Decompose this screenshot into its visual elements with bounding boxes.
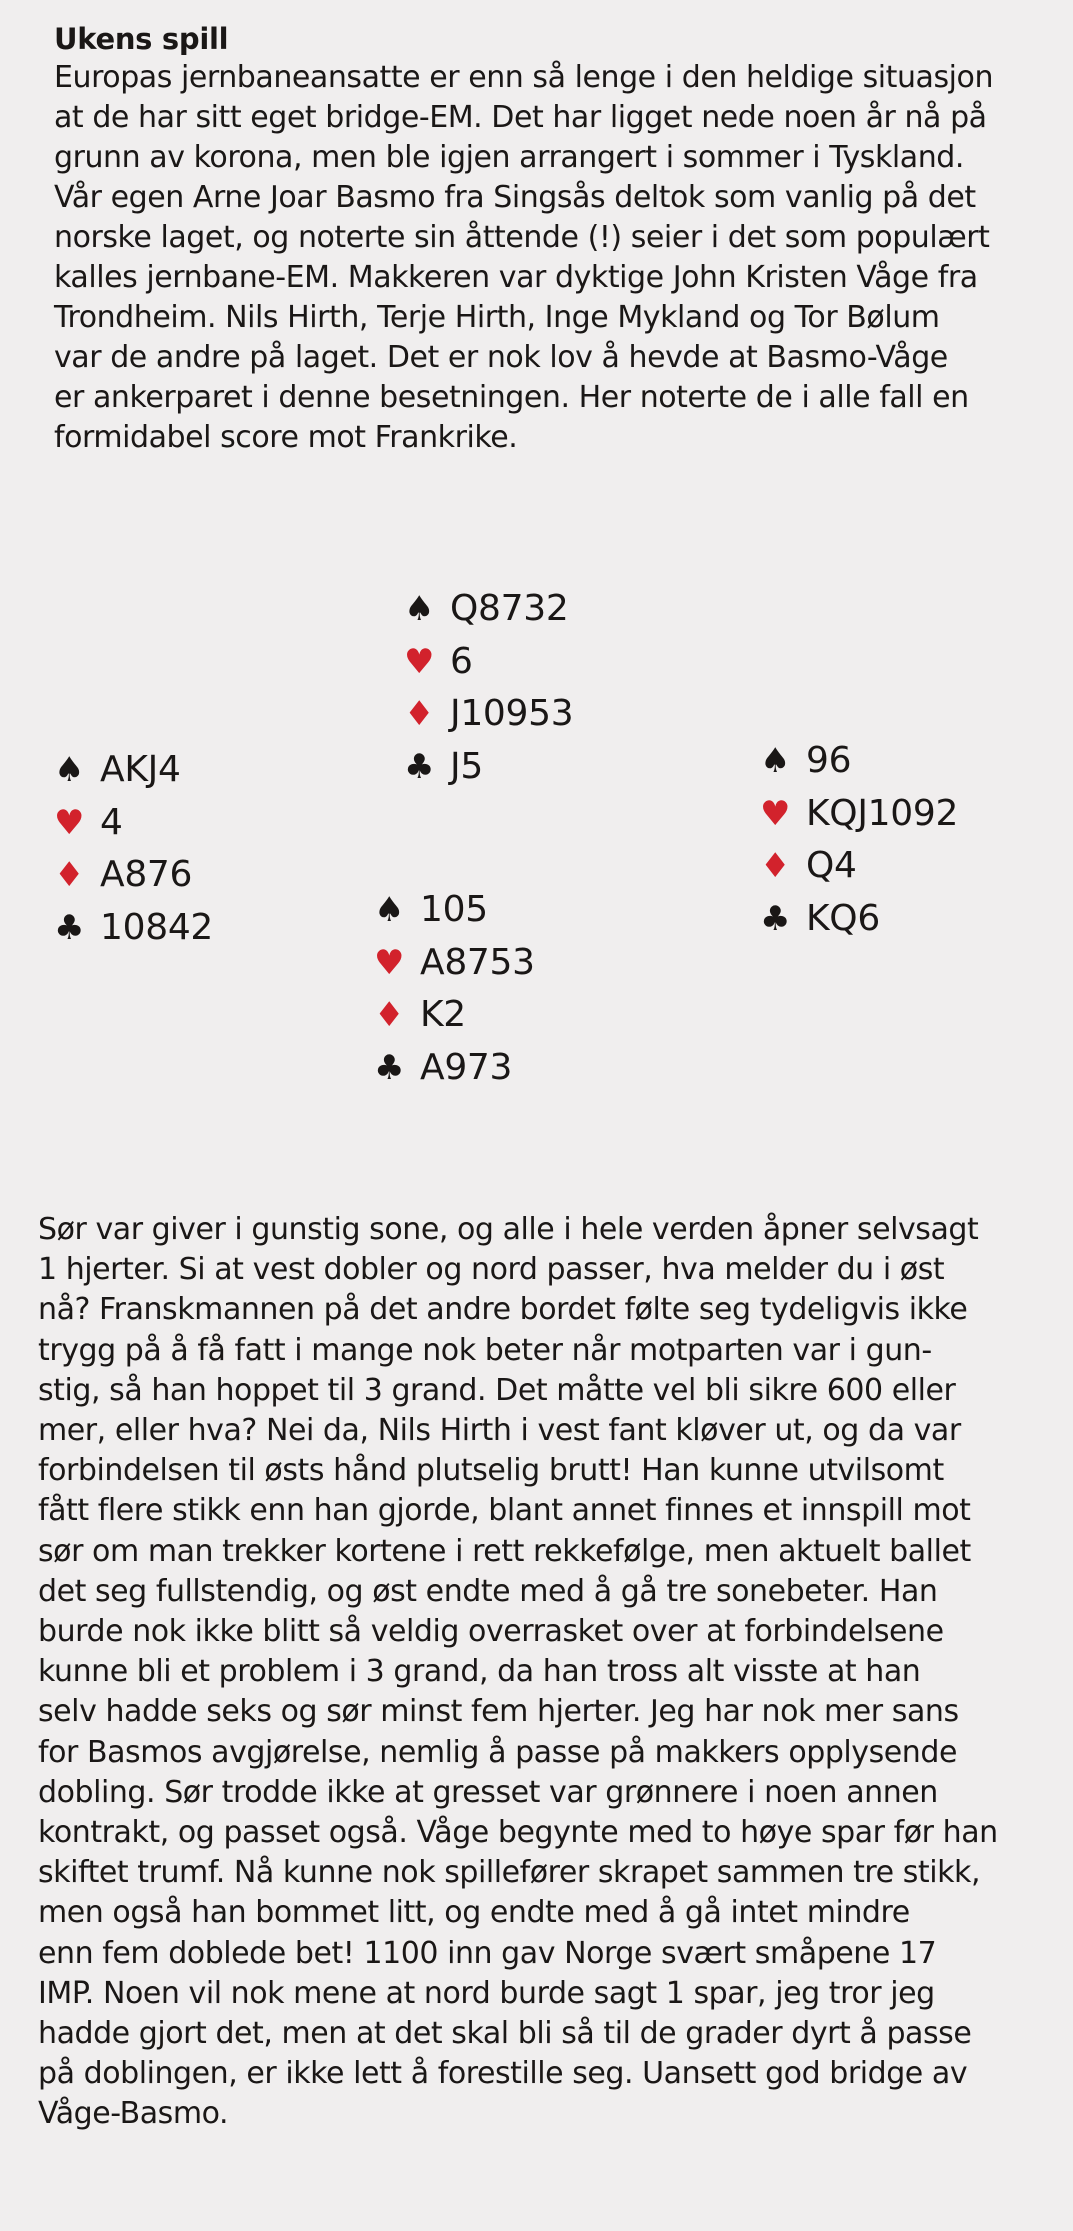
west-spades-cards: AKJ4 (100, 749, 181, 790)
east-spades-cards: 96 (806, 740, 852, 781)
west-clubs-cards: 10842 (100, 906, 214, 948)
east-diamonds-row (760, 840, 958, 893)
north-spades-cards: Q8732 (450, 588, 569, 629)
diamond-icon: ♦ (760, 846, 791, 886)
diamond-icon: ♦ (374, 995, 405, 1035)
south-hearts-cards: A8753 (420, 941, 535, 983)
south-clubs-cards: A973 (420, 1046, 513, 1088)
hand-south (374, 884, 535, 1094)
spade-icon: ♠ (374, 890, 405, 930)
club-icon: ♣ (404, 746, 435, 787)
east-clubs-row (760, 893, 958, 946)
article-title: Ukens spill (54, 22, 229, 56)
south-clubs-row (374, 1042, 535, 1095)
south-diamonds-row (374, 989, 535, 1042)
heart-icon: ♥ (374, 942, 405, 983)
hand-west (54, 744, 213, 954)
west-diamonds-row (54, 849, 213, 902)
club-icon: ♣ (54, 907, 85, 948)
club-icon: ♣ (760, 898, 791, 939)
north-clubs-cards: J5 (450, 745, 483, 787)
west-diamonds-cards: A876 (100, 854, 193, 895)
west-clubs-row (54, 902, 213, 955)
heart-icon: ♥ (404, 641, 435, 682)
hand-east (760, 735, 958, 945)
article-intro: Europas jernbaneansatte er enn så lenge i den heldige situasjon at de har sitt eget bridge-EM. Det har ligget nede noen år nå på grunn av korona, men ble igjen arrangert i sommer i Tyskland. Vår egen Arne Joar Basmo fra Singsås deltok som vanlig på det norske laget, og noterte sin åttende (!) seier i det som populært kalles jernbane-EM. Makkeren var dyktige John Kristen Våge fra Trondheim. Nils Hirth, Terje Hirth, Inge Mykland og Tor Bølum var de andre på laget. Det er nok lov å hevde at Basmo-Våge er ankerparet i denne besetningen. Her noterte de i alle fall en formidabel score mot Frankrike. (54, 60, 994, 455)
diamond-icon: ♦ (54, 855, 85, 895)
north-spades-row (404, 583, 573, 636)
south-diamonds-cards: K2 (420, 994, 466, 1035)
spade-icon: ♠ (54, 750, 85, 790)
heart-icon: ♥ (760, 793, 791, 834)
article-body: Sør var giver i gunstig sone, og alle i hele verden åpner selvsagt 1 hjerter. Si at vest dobler og nord passer, hva melder du i øst nå? Franskmannen på det andre bordet følte seg tydeligvis ikke trygg på å få fatt i mange nok beter når motparten var i gun- stig, så han hoppet til 3 grand. Det måtte vel bli sikre 600 eller mer, eller hva? Nei da, Nils Hirth i vest fant kløver ut, og da var forbindelsen til østs hånd plutselig brutt! Han kunne utvilsomt fått flere stikk enn han gjorde, blant annet finnes et innspill mot sør om man trekker kortene i rett rekkefølge, men aktuelt ballet det seg fullstendig, og øst endte med å gå tre sonebeter. Han burde nok ikke blitt så veldig overrasket over at forbindelsene kunne bli et problem i 3 grand, da han tross alt visste at han selv hadde seks og sør minst fem hjerter. Jeg har nok mer sans for Basmos avgjørelse, nemlig å passe på makkers opplysende dobling. Sør trodde ikke at gresset var grønnere i noen annen kontrakt, og passet også. Våge begynte med to høye spar før han skiftet trumf. Nå kunne nok spillefører skrapet sammen tre stikk, men også han bommet litt, og endte med å gå intet mindre enn fem doblede bet! 1100 inn gav Norge svært småpene 17 IMP. Noen vil nok mene at nord burde sagt 1 spar, jeg tror jeg hadde gjort det, men at det skal bli så til de grader dyrt å passe på doblingen, er ikke lett å forestille seg. Uansett god bridge av Våge-Basmo. (38, 1212, 998, 2132)
south-spades-row (374, 884, 535, 937)
club-icon: ♣ (374, 1047, 405, 1088)
north-diamonds-row (404, 688, 573, 741)
west-spades-row (54, 744, 213, 797)
hand-north (404, 583, 573, 793)
south-hearts-row (374, 937, 535, 990)
east-spades-row (760, 735, 958, 788)
west-hearts-row (54, 797, 213, 850)
heart-icon: ♥ (54, 802, 85, 843)
west-hearts-cards: 4 (100, 801, 123, 843)
east-hearts-cards: KQJ1092 (806, 792, 959, 834)
east-clubs-cards: KQ6 (806, 897, 880, 939)
east-hearts-row (760, 788, 958, 841)
diamond-icon: ♦ (404, 694, 435, 734)
north-hearts-row (404, 636, 573, 689)
spade-icon: ♠ (760, 741, 791, 781)
north-hearts-cards: 6 (450, 640, 473, 682)
south-spades-cards: 105 (420, 889, 488, 930)
spade-icon: ♠ (404, 589, 435, 629)
north-clubs-row (404, 741, 573, 794)
east-diamonds-cards: Q4 (806, 845, 857, 886)
north-diamonds-cards: J10953 (450, 693, 574, 734)
